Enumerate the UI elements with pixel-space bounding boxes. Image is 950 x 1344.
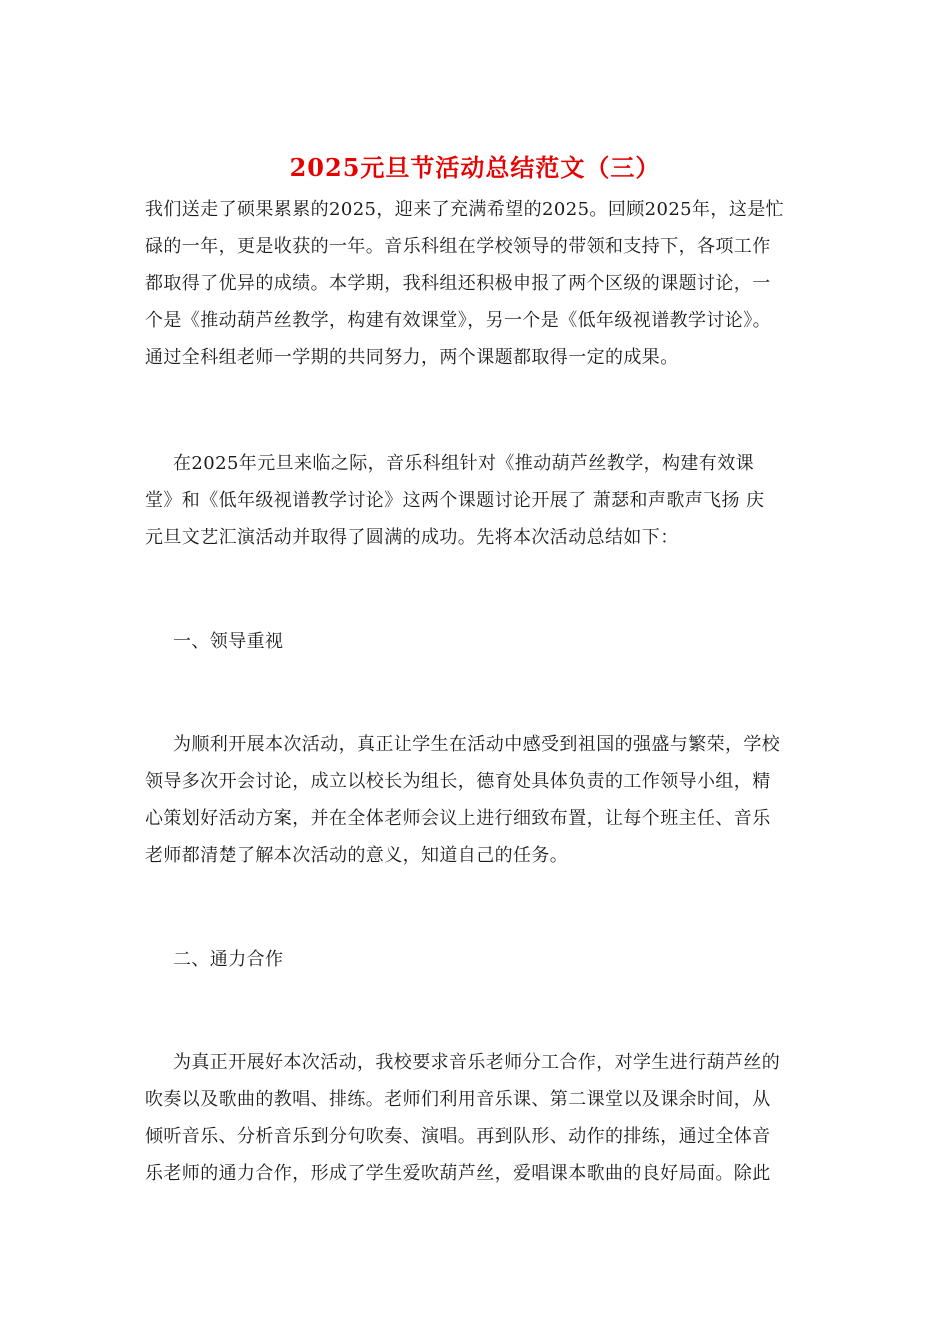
document-title: 2025元旦节活动总结范文（三） [289,153,661,182]
section-heading-1: 一、领导重视 [173,631,284,652]
paragraph-4-line-3: 倾听音乐、分析音乐到分句吹奏、演唱。再到队形、动作的排练，通过全体音 [145,1126,771,1147]
paragraph-3-line-3: 心策划好活动方案，并在全体老师会议上进行细致布置，让每个班主任、音乐 [145,808,771,829]
paragraph-1-line-3: 都取得了优异的成绩。本学期，我科组还积极申报了两个区级的课题讨论，一 [145,273,771,294]
paragraph-3-line-1: 为顺利开展本次活动，真正让学生在活动中感受到祖国的强盛与繁荣，学校 [173,734,781,755]
paragraph-1-line-1: 我们送走了硕果累累的2025，迎来了充满希望的2025。回顾2025年，这是忙 [145,199,785,220]
paragraph-4-line-1: 为真正开展好本次活动，我校要求音乐老师分工合作，对学生进行葫芦丝的 [173,1052,781,1073]
paragraph-2-line-3: 元旦文艺汇演活动并取得了圆满的成功。先将本次活动总结如下： [145,527,679,548]
paragraph-3-line-2: 领导多次开会讨论，成立以校长为组长，德育处具体负责的工作领导小组，精 [145,771,771,792]
paragraph-1-line-2: 碌的一年，更是收获的一年。音乐科组在学校领导的带领和支持下，各项工作 [145,236,771,257]
paragraph-4-line-4: 乐老师的通力合作，形成了学生爱吹葫芦丝，爱唱课本歌曲的良好局面。除此 [145,1163,771,1184]
paragraph-3-line-4: 老师都清楚了解本次活动的意义，知道自己的任务。 [145,845,569,866]
paragraph-2-line-1: 在2025年元旦来临之际，音乐科组针对《推动葫芦丝教学，构建有效课 [173,453,755,474]
paragraph-2-line-2: 堂》和《低年级视谱教学讨论》这两个课题讨论开展了 萧瑟和声歌声飞扬 庆 [145,490,765,511]
paragraph-4-line-2: 吹奏以及歌曲的教唱、排练。老师们利用音乐课、第二课堂以及课余时间，从 [145,1089,771,1110]
section-heading-2: 二、通力合作 [173,949,284,970]
paragraph-1-line-4: 个是《推动葫芦丝教学，构建有效课堂》，另一个是《低年级视谱教学讨论》。 [145,310,771,331]
paragraph-1-line-5: 通过全科组老师一学期的共同努力，两个课题都取得一定的成果。 [145,347,679,368]
